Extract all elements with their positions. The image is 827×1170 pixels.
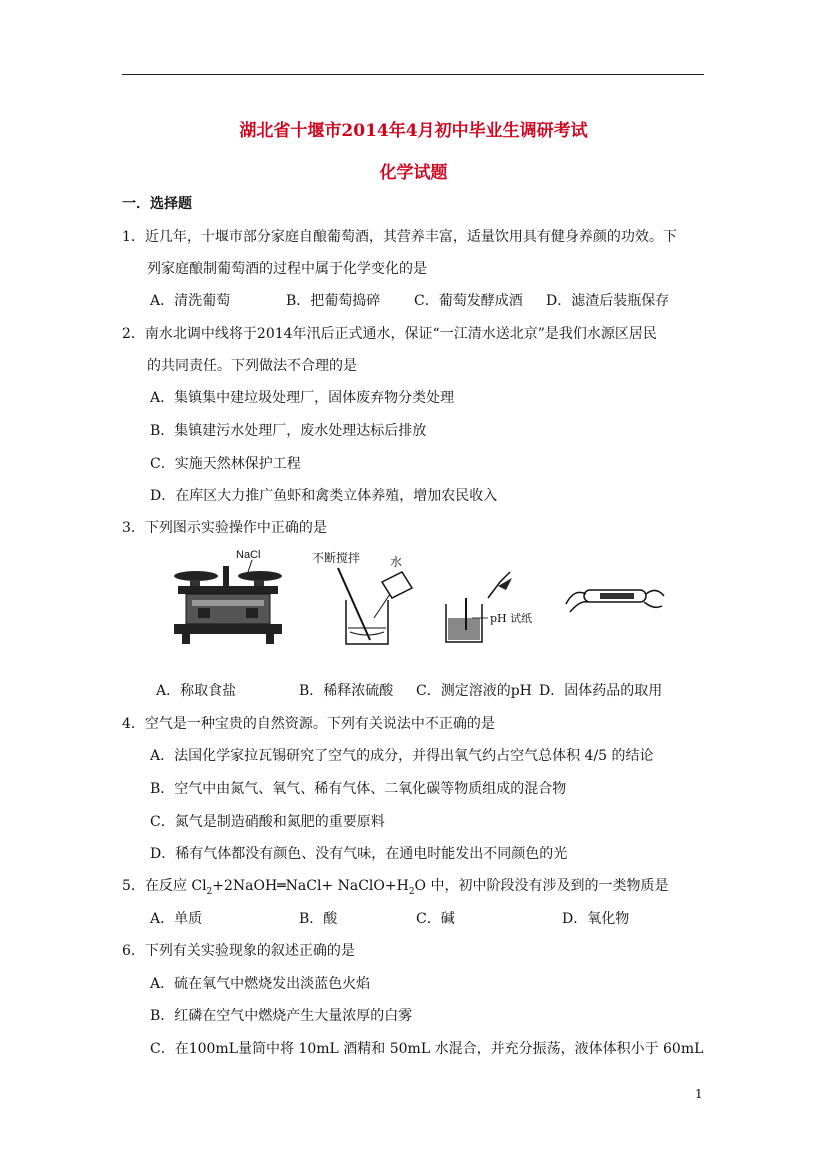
q5-subscript-2: 2 <box>408 886 415 897</box>
q1-option-a: A．清洗葡萄 <box>150 293 231 309</box>
balance-figure <box>168 546 288 656</box>
q2-option-c: C．实施天然林保护工程 <box>150 456 301 472</box>
q4-stem: 4．空气是一种宝贵的自然资源。下列有关说法中不正确的是 <box>122 716 495 732</box>
q1-stem-line1: 1．近几年，十堰市部分家庭自酿葡萄酒，其营养丰富，适量饮用具有健身养颜的功效。下 <box>122 229 677 245</box>
q2-option-a: A．集镇集中建垃圾处理厂，固体废弃物分类处理 <box>150 390 455 406</box>
q4-option-a: A．法国化学家拉瓦锡研究了空气的成分，并得出氧气约占空气总体积 4/5 的结论 <box>150 748 654 764</box>
q3-option-c: C．测定溶液的pH <box>416 683 532 699</box>
q5-stem-part3: O 中，初中阶段没有涉及到的一类物质是 <box>414 878 669 894</box>
q2-option-d: D．在库区大力推广鱼虾和禽类立体养殖，增加农民收入 <box>150 488 498 504</box>
q5-stem <box>122 876 668 902</box>
q3-option-d: D．固体药品的取用 <box>539 683 663 699</box>
q2-option-b: B．集镇建污水处理厂，废水处理达标后排放 <box>150 423 427 439</box>
q5-stem-part2: +2NaOH═NaCl+ NaClO+H <box>212 878 409 894</box>
q1-option-c: C．葡萄发酵成酒 <box>414 293 523 309</box>
q1-option-d: D．滤渣后装瓶保存 <box>546 293 670 309</box>
q5-option-b: B．酸 <box>299 911 338 927</box>
q1-stem-line2: 列家庭酿制葡萄酒的过程中属于化学变化的是 <box>147 261 427 277</box>
section-heading: 一．选择题 <box>122 196 192 212</box>
q2-stem-line2: 的共同责任。下列做法不合理的是 <box>147 358 357 374</box>
header-rule <box>122 74 704 75</box>
q5-option-a: A．单质 <box>150 911 203 927</box>
document-title: 湖北省十堰市2014年4月初中毕业生调研考试 <box>239 121 588 141</box>
ph-paper-label: pH 试纸 <box>490 612 533 625</box>
q6-option-c: C．在100mL量筒中将 10mL 酒精和 50mL 水混合，并充分振荡，液体体积小于 60mL <box>150 1041 704 1057</box>
q5-option-d: D．氧化物 <box>562 911 630 927</box>
water-label: 水 <box>390 555 403 569</box>
q6-option-b: B．红磷在空气中燃烧产生大量浓厚的白雾 <box>150 1008 413 1024</box>
q4-option-d: D．稀有气体都没有颜色、没有气味，在通电时能发出不同颜色的光 <box>150 846 568 862</box>
q5-subscript-1: 2 <box>206 886 213 897</box>
document-subtitle: 化学试题 <box>379 163 448 183</box>
nacl-label: NaCl <box>236 549 261 561</box>
q4-option-b: B．空气中由氮气、氧气、稀有气体、二氧化碳等物质组成的混合物 <box>150 781 567 797</box>
q3-stem: 3．下列图示实验操作中正确的是 <box>122 520 327 536</box>
q1-option-b: B．把葡萄捣碎 <box>286 293 381 309</box>
dilution-figure <box>310 548 420 648</box>
q5-stem-part1: 5．在反应 Cl <box>122 878 207 894</box>
q6-stem: 6．下列有关实验现象的叙述正确的是 <box>122 943 355 959</box>
stir-label: 不断搅拌 <box>312 551 361 565</box>
solid-reagent-figure <box>560 574 670 624</box>
q6-option-a: A．硫在氧气中燃烧发出淡蓝色火焰 <box>150 976 371 992</box>
ph-test-figure <box>440 568 550 646</box>
q2-stem-line1: 2．南水北调中线将于2014年汛后正式通水，保证“一江清水送北京”是我们水源区居民 <box>122 326 657 342</box>
q3-option-b: B．稀释浓硫酸 <box>299 683 394 699</box>
page-number: 1 <box>695 1087 703 1101</box>
q3-option-a: A．称取食盐 <box>156 683 237 699</box>
q5-option-c: C．碱 <box>416 911 455 927</box>
q4-option-c: C．氮气是制造硝酸和氮肥的重要原料 <box>150 814 385 830</box>
